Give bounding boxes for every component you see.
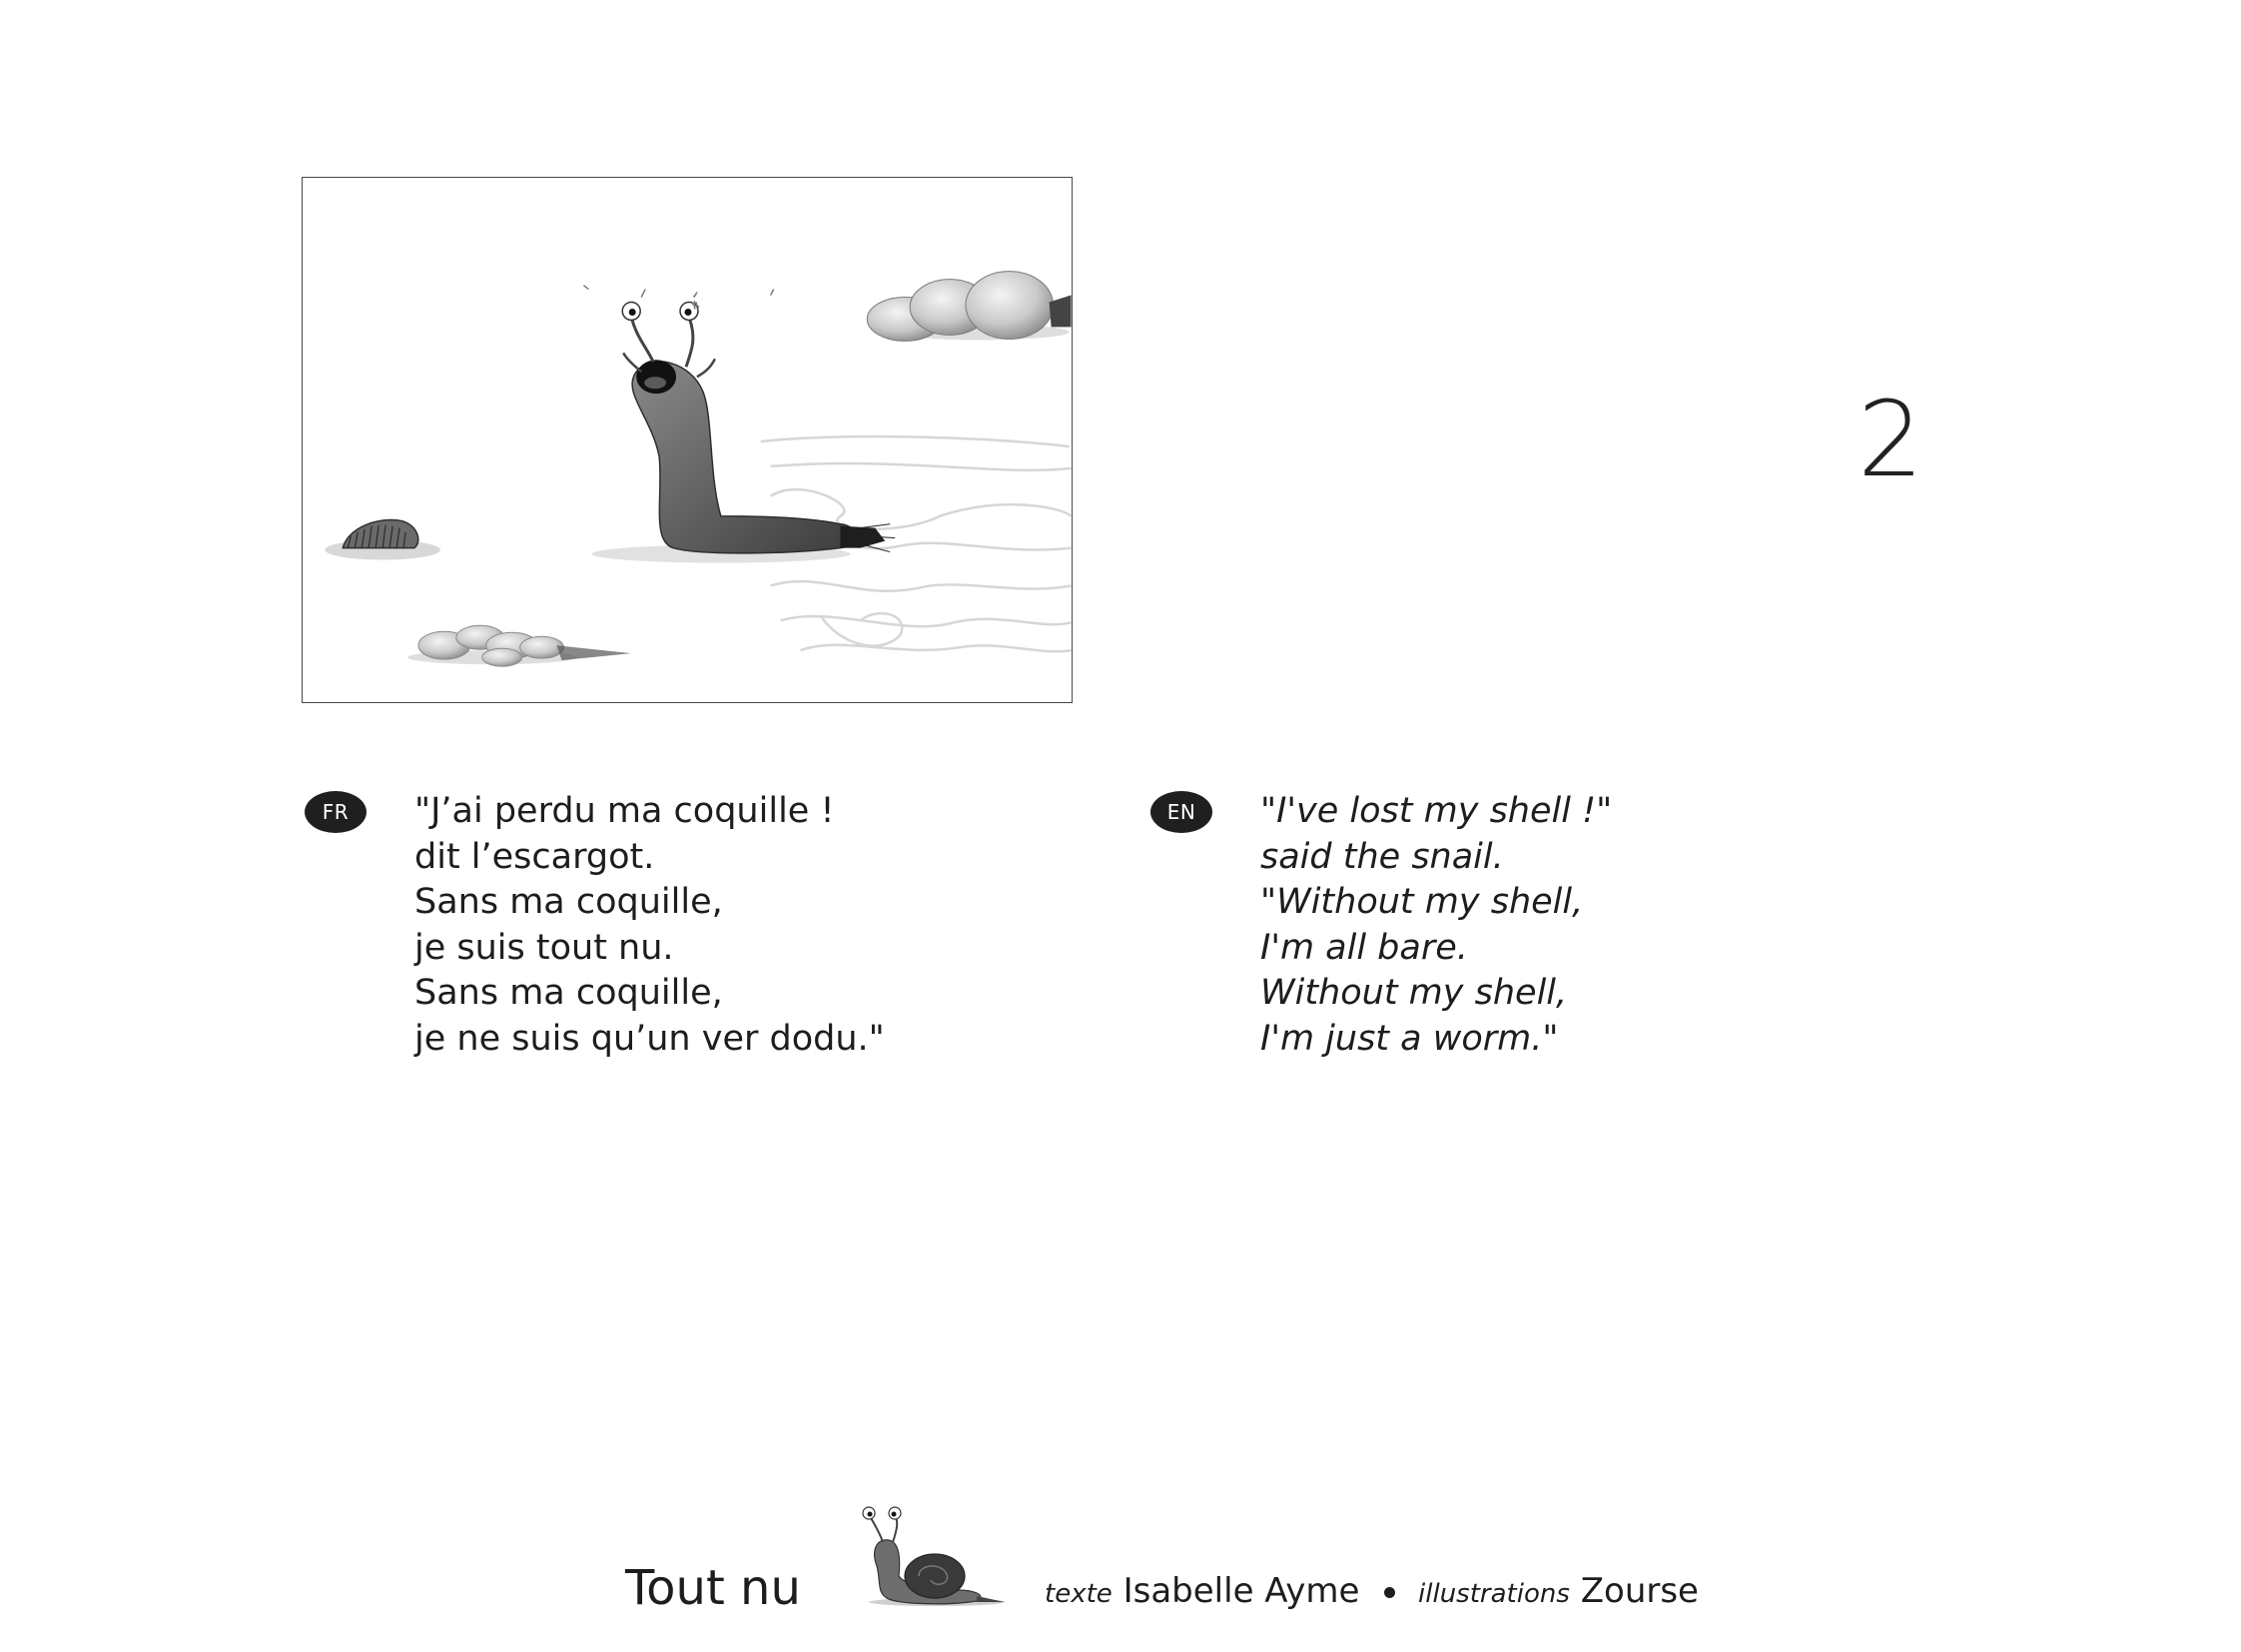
english-verse-line: "I've lost my shell !" — [1260, 791, 1613, 831]
french-verse-line: "J’ai perdu ma coquille ! — [414, 791, 835, 831]
english-verse-line: I'm just a worm." — [1260, 1018, 1559, 1059]
english-verse-line: I'm all bare. — [1260, 927, 1468, 968]
snail-scene-illustration — [303, 178, 1072, 702]
illustrations-label: illustrations — [1418, 1579, 1570, 1609]
illustrator-name: Zourse — [1580, 1571, 1699, 1611]
french-verse-line: Sans ma coquille, — [414, 882, 723, 922]
english-verse-line: said the snail. — [1260, 836, 1504, 877]
snail-icon — [847, 1506, 1007, 1614]
french-verse-line: je ne suis qu’un ver dodu." — [414, 1018, 885, 1059]
french-verse-line: je suis tout nu. — [414, 927, 674, 968]
separator-dot-icon — [1384, 1587, 1395, 1598]
english-verse-line: "Without my shell, — [1260, 882, 1584, 922]
naked-snail — [583, 286, 895, 563]
shell-on-ground — [325, 520, 440, 560]
english-verse — [1260, 789, 1612, 1062]
english-verse-line: Without my shell, — [1260, 973, 1568, 1013]
french-language-badge: FR — [305, 791, 367, 833]
story-illustration — [302, 177, 1073, 703]
rocks-top-right — [867, 272, 1071, 342]
text-label: texte — [1045, 1579, 1113, 1609]
french-verse-line: dit l’escargot. — [414, 836, 655, 877]
page-number: 2 — [1858, 379, 1924, 500]
author-name: Isabelle Ayme — [1122, 1571, 1360, 1611]
english-language-badge: EN — [1150, 791, 1212, 833]
book-credits — [1045, 1571, 1699, 1611]
french-verse-line: Sans ma coquille, — [414, 973, 723, 1013]
book-title: Tout nu — [625, 1560, 801, 1616]
french-verse — [414, 789, 885, 1062]
rocks-bottom — [407, 625, 631, 666]
